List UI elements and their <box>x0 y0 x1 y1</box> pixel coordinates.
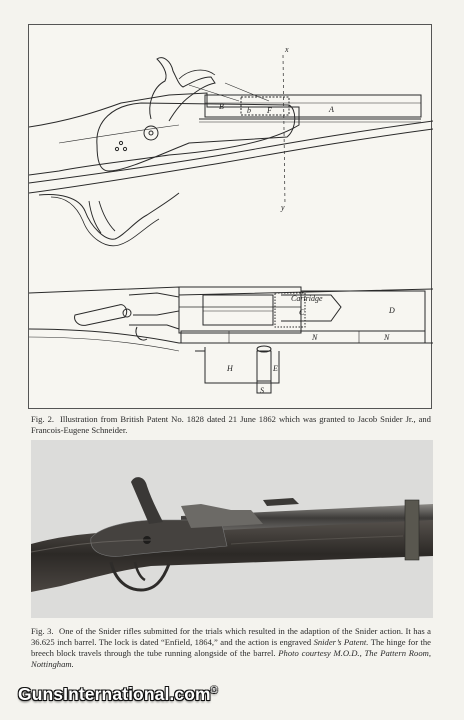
section-line <box>283 55 285 205</box>
stock-outline-upper <box>29 93 299 175</box>
label-b-lower: b <box>247 106 251 115</box>
label-y: y <box>281 203 285 212</box>
stock-grain-line <box>59 125 179 143</box>
trigger-guard-upper <box>39 193 179 239</box>
watermark-logo-text <box>18 684 217 705</box>
rifle-photograph-svg <box>31 440 433 618</box>
lock-screw <box>144 126 158 140</box>
label-f: F <box>267 106 272 115</box>
figure-2-number: Fig. 2. <box>31 414 55 424</box>
label-b: B <box>219 102 224 111</box>
rifle-photograph <box>31 440 433 618</box>
patent-drawing <box>28 24 432 409</box>
breech-detail <box>205 347 279 383</box>
label-e: E <box>273 364 278 373</box>
label-x: x <box>285 45 289 54</box>
stock-lower-edge-2 <box>29 129 433 193</box>
label-n1: N <box>312 333 318 342</box>
label-a: A <box>329 105 334 114</box>
figure-3-caption <box>31 626 431 670</box>
figure-2-caption-text: Illustration from British Patent No. 1828 dated 21 June 1862 which was granted to Jacob Snider Jr., and Francois-Eugene Schneider. <box>31 414 431 435</box>
label-d: D <box>389 306 395 315</box>
trigger-upper <box>99 201 115 231</box>
watermark-brand: GunsInternational.com <box>18 683 211 704</box>
label-cartridge: Cartridge <box>291 294 323 303</box>
figure-3-caption-text-2: The hinge for the breech block travels through the tube running alongside of the barrel. <box>31 637 431 658</box>
label-s: S <box>260 386 264 395</box>
label-n2: N <box>384 333 390 342</box>
hammer-lower <box>75 305 127 326</box>
label-h: H <box>227 364 233 373</box>
figure-3-caption-italic-2: Photo courtesy M.O.D., The Pattern Room, Nottingham. <box>31 648 431 669</box>
figure-3-caption-text-1: One of the Snider rifles submitted for the trials which resulted in the adaption of the Snider action. It has a 36.625 inch barrel. The lock is dated “Enfield, 1864,” and the action is engraved <box>31 626 431 647</box>
figure-3-caption-italic-1: Snider’s Patent. <box>313 637 369 647</box>
figure-2-caption <box>31 414 431 436</box>
stock-lower-edge <box>29 121 433 183</box>
figure-3-number: Fig. 3. <box>31 626 54 636</box>
patent-drawing-svg <box>29 25 433 410</box>
watermark <box>18 681 217 707</box>
barrel-upper <box>205 95 421 117</box>
breech-block-lower <box>203 295 273 325</box>
rifle-band <box>405 500 419 560</box>
watermark-registered-mark: ® <box>210 684 218 695</box>
label-c: C <box>299 308 305 317</box>
